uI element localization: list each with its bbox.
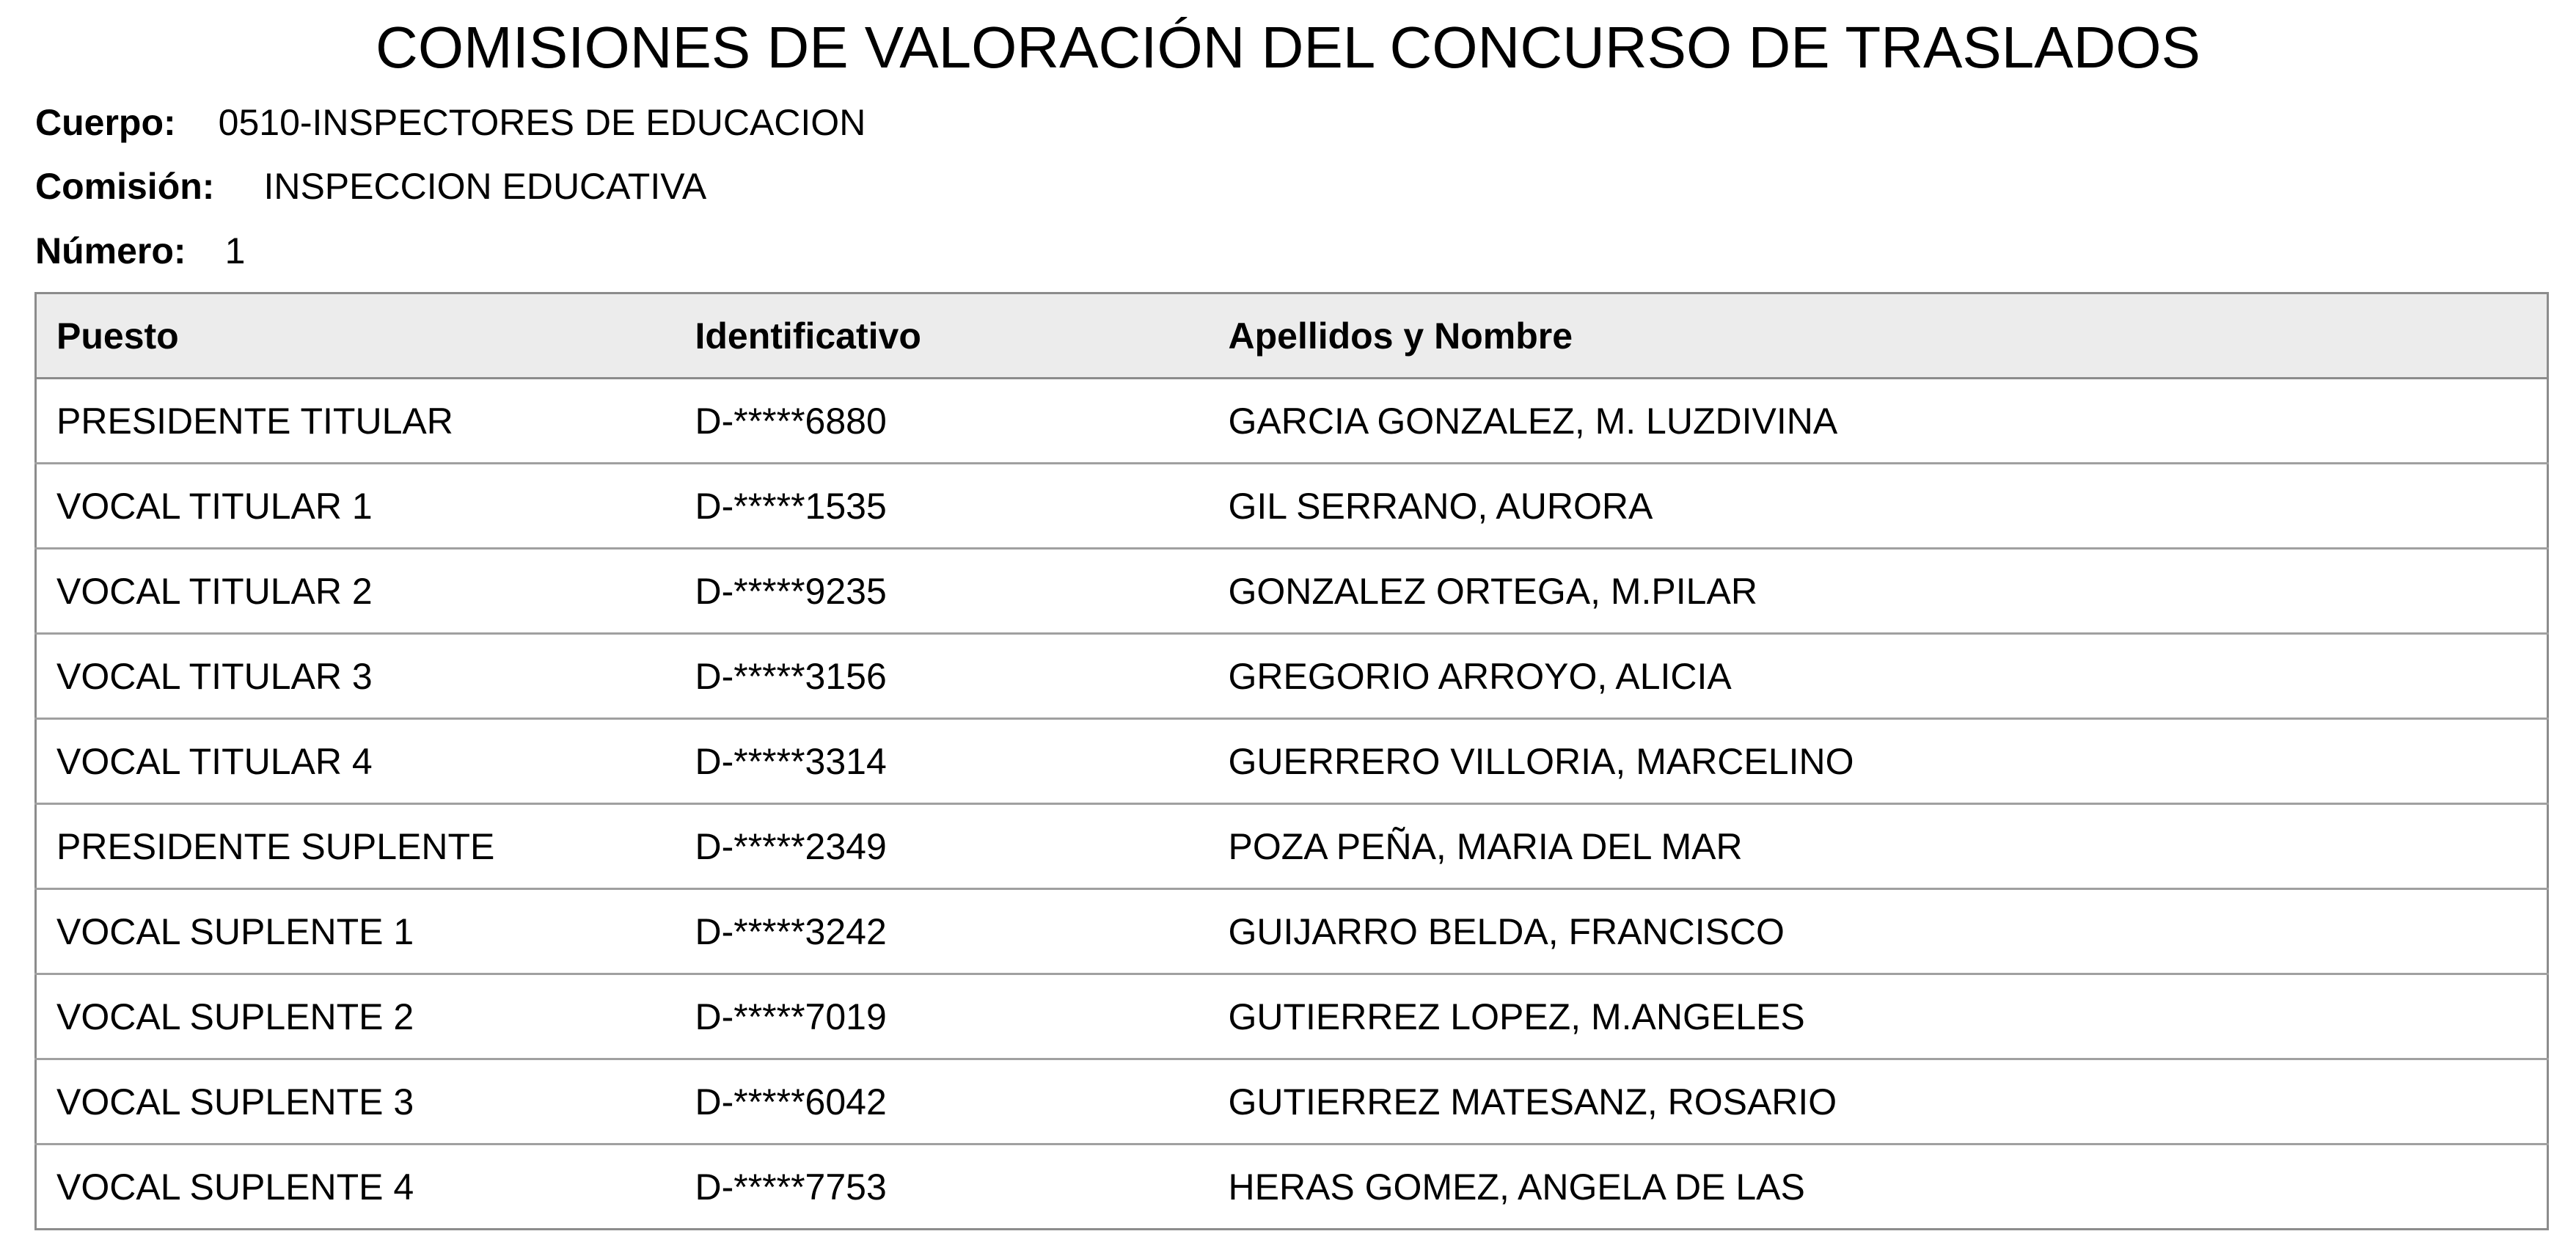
cell-apellidos-nombre: GUTIERREZ LOPEZ, M.ANGELES [1209, 974, 2548, 1059]
cell-identificativo: D-*****7019 [676, 974, 1209, 1059]
cell-puesto: VOCAL TITULAR 1 [36, 464, 676, 549]
cuerpo-row [35, 97, 866, 148]
cell-apellidos-nombre: GUERRERO VILLORIA, MARCELINO [1209, 719, 2548, 804]
comision-value: INSPECCION EDUCATIVA [263, 166, 707, 207]
table-row [36, 974, 2548, 1059]
table-row [36, 804, 2548, 889]
cell-puesto: PRESIDENTE TITULAR [36, 379, 676, 464]
comision-row [35, 161, 706, 212]
cell-apellidos-nombre: GREGORIO ARROYO, ALICIA [1209, 634, 2548, 719]
comision-label: Comisión: [35, 166, 215, 207]
cuerpo-value: 0510-INSPECTORES DE EDUCACION [218, 102, 866, 143]
header-identificativo: Identificativo [676, 293, 1209, 379]
table-header [36, 293, 2548, 379]
cell-puesto: PRESIDENTE SUPLENTE [36, 804, 676, 889]
numero-row [35, 225, 245, 277]
cell-puesto: VOCAL TITULAR 4 [36, 719, 676, 804]
cell-identificativo: D-*****3314 [676, 719, 1209, 804]
table-body [36, 379, 2548, 1230]
cell-identificativo: D-*****7753 [676, 1144, 1209, 1230]
cell-apellidos-nombre: GUTIERREZ MATESANZ, ROSARIO [1209, 1059, 2548, 1144]
page-title: COMISIONES DE VALORACIÓN DEL CONCURSO DE TRASLADOS [376, 15, 2200, 80]
table-row [36, 1059, 2548, 1144]
cell-identificativo: D-*****1535 [676, 464, 1209, 549]
table-row [36, 1144, 2548, 1230]
cell-puesto: VOCAL SUPLENTE 2 [36, 974, 676, 1059]
table-row [36, 549, 2548, 634]
header-apellidos-nombre: Apellidos y Nombre [1209, 293, 2548, 379]
table-row [36, 464, 2548, 549]
cell-puesto: VOCAL SUPLENTE 4 [36, 1144, 676, 1230]
cell-identificativo: D-*****6042 [676, 1059, 1209, 1144]
table-row [36, 634, 2548, 719]
cell-apellidos-nombre: GUIJARRO BELDA, FRANCISCO [1209, 889, 2548, 974]
cuerpo-label: Cuerpo: [35, 102, 176, 143]
cell-puesto: VOCAL SUPLENTE 1 [36, 889, 676, 974]
cell-apellidos-nombre: GONZALEZ ORTEGA, M.PILAR [1209, 549, 2548, 634]
cell-puesto: VOCAL TITULAR 2 [36, 549, 676, 634]
cell-identificativo: D-*****6880 [676, 379, 1209, 464]
cell-apellidos-nombre: GARCIA GONZALEZ, M. LUZDIVINA [1209, 379, 2548, 464]
cell-puesto: VOCAL TITULAR 3 [36, 634, 676, 719]
cell-identificativo: D-*****2349 [676, 804, 1209, 889]
cell-apellidos-nombre: POZA PEÑA, MARIA DEL MAR [1209, 804, 2548, 889]
table-header-row [36, 293, 2548, 379]
table-row [36, 379, 2548, 464]
cell-apellidos-nombre: GIL SERRANO, AURORA [1209, 464, 2548, 549]
cell-identificativo: D-*****3156 [676, 634, 1209, 719]
header-puesto: Puesto [36, 293, 676, 379]
members-table [34, 292, 2549, 1230]
numero-label: Número: [35, 230, 186, 271]
numero-value: 1 [224, 230, 246, 271]
cell-puesto: VOCAL SUPLENTE 3 [36, 1059, 676, 1144]
table-row [36, 719, 2548, 804]
cell-apellidos-nombre: HERAS GOMEZ, ANGELA DE LAS [1209, 1144, 2548, 1230]
cell-identificativo: D-*****3242 [676, 889, 1209, 974]
cell-identificativo: D-*****9235 [676, 549, 1209, 634]
table-row [36, 889, 2548, 974]
